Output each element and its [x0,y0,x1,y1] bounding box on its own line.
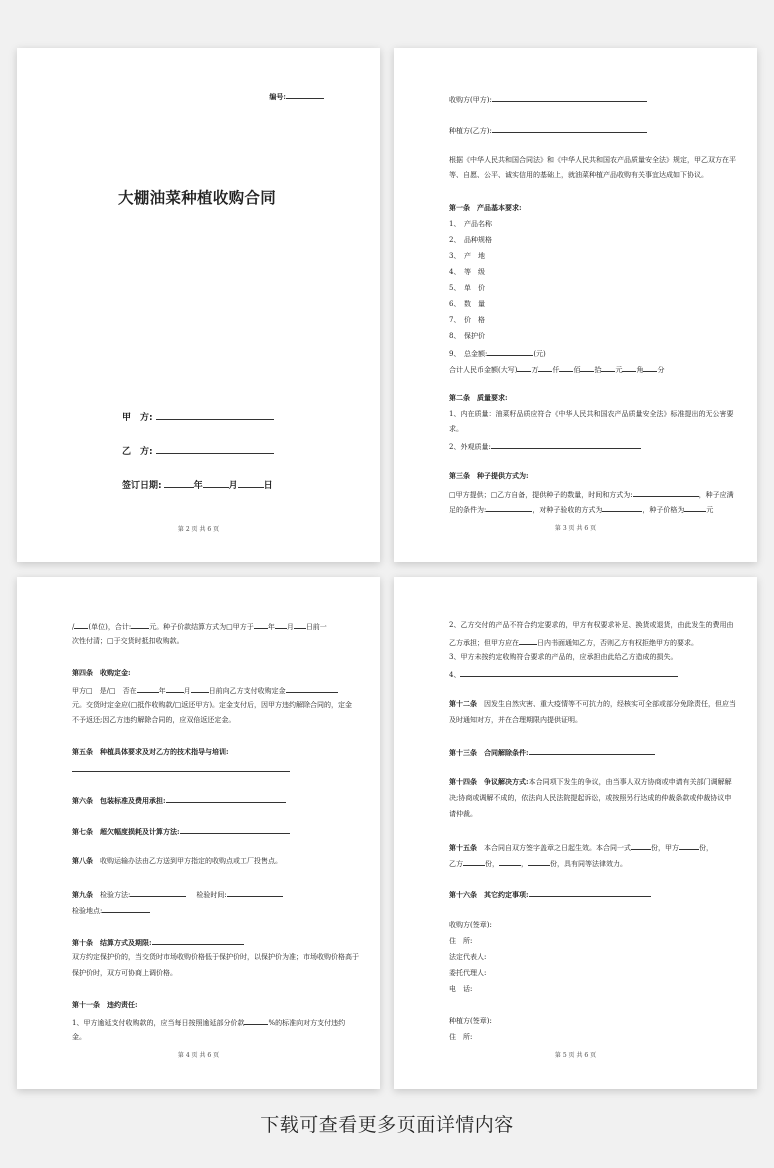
blank [137,684,159,693]
total-amount-label: 9、 总金额: [449,350,488,358]
blank [131,620,149,629]
blank [166,684,184,693]
page-footer: 第 2 页 共 6 页 [177,526,220,533]
copies-unit: 份， [485,860,499,868]
unit-qian: 仟 [552,366,560,374]
penalty-rate-text: %的标准向对方支付违约 [268,1019,346,1027]
quality-1-line-2: 求。 [449,425,463,433]
year-label: 年 [158,687,166,695]
intro-line-2: 等、自愿、公平、诚实信用的基础上，就油菜种植产品收购有关事宜达成如下协议。 [449,171,708,179]
blank [191,684,209,693]
month-label: 月 [183,687,191,695]
party-a-line [122,410,274,423]
breach-3-line: 3、甲方未按约定收购符合要求的产品的，应承担由此给乙方造成的损失。 [449,653,678,661]
unit-total-label: (单位)，合计: [88,623,132,631]
page-footer: 第 5 页 共 6 页 [554,1052,597,1059]
article-10-text-1: 双方约定保护价的，当交货时市场收购价格低于保护价时，以保护价为准；市场收购价格高于 [72,953,359,961]
blank [275,620,287,629]
quality-2-label: 2、外观质量: [449,443,491,451]
seed-condition-text: ，种子应满 [698,491,734,499]
rmb-blank [622,363,636,372]
quality-1-line-1: 1、内在质量：油菜籽品质应符合《中华人民共和国农产品质量安全法》标准提出的无公害要 [449,410,734,418]
download-caption: 下载可查看更多页面详情内容 [260,1114,514,1136]
article-15-heading: 第十五条 [449,843,477,852]
unit-fen: 分 [657,366,665,374]
inspection-time-label: 检验时间: [196,891,227,899]
blank [166,794,286,803]
blank [519,636,537,645]
month-label: 月 [286,623,294,631]
contract-number-blank [286,90,324,99]
blank [180,825,290,834]
article-12-line-2: 及时通知对方，并在合理期限内提供证明。 [449,716,582,724]
article-13-line [449,746,655,758]
phone: 电 话: [449,985,473,993]
article-16-line [449,888,651,900]
breach-4-line [449,668,678,680]
article-9-heading: 第九条 [72,890,93,899]
blank [528,857,550,866]
rmb-blank [580,363,594,372]
buyer-label: 收购方(甲方): [449,96,492,104]
rmb-label: 合计人民币金额(大写) [449,366,518,374]
grower-label: 种植方(乙方): [449,127,492,135]
blank [460,668,678,677]
seed-price-unit: 元 [706,506,714,514]
month-label: 月 [228,481,238,491]
blank [499,857,521,866]
party-b-line [122,444,274,457]
blank [244,1016,268,1025]
article-7-heading: 第七条 超欠幅度损耗及计算方法: [72,827,180,836]
breach-4-label: 4、 [449,671,461,679]
item-5: 5、 单 价 [449,284,485,292]
sign-date-label: 签订日期: [122,481,162,491]
grower-signature: 种植方(签章): [449,1017,492,1025]
blank [130,888,186,897]
article-12-line-1 [449,699,736,709]
article-4-heading: 第四条 收购定金: [72,668,131,677]
article-15-line-1 [449,841,713,853]
seed-payment-line-1 [72,620,327,632]
deposit-due-text: 日前向乙方支付收购定金 [208,687,286,695]
grower-blank [492,124,647,133]
article-1-heading: 第一条 产品基本要求: [449,203,522,212]
item-8: 8、 保护价 [449,332,485,340]
total-amount-blank [487,347,533,356]
article-7-line [72,825,290,837]
article-11-heading: 第十一条 违约责任: [72,1000,138,1009]
article-12-text: 因发生自然灾害、重大疫情等不可抗力的，经核实可全部或部分免除责任，但应当 [477,700,736,708]
article-10-line [72,936,244,948]
penalty-text: 1、甲方逾延支付收购款的，应当每日按照逾延部分价款 [72,1019,245,1027]
item-4: 4、 等 级 [449,268,485,276]
grower-line [449,124,647,136]
notice-text: 乙方承担；但甲方应在 [449,639,519,647]
authorized-agent: 委托代理人: [449,969,487,977]
blank [286,684,338,693]
article-14-text: 本合同项下发生的争议，由当事人双方协商或申请有关部门调解解 [528,778,732,786]
article-14-line-1 [449,777,732,787]
article-3-heading: 第三条 种子提供方式为: [449,471,529,480]
seed-line-1 [449,488,734,500]
buyer-line [449,93,647,105]
article-8-text: 收购运输办法由乙方送到甲方指定的收购点或工厂投售点。 [93,857,282,865]
document-page-cover [17,48,380,562]
blank [74,620,88,629]
slash-text: / [72,623,75,631]
buyer-address: 住 所: [449,937,473,945]
copies-party-b: 乙方 [449,860,463,868]
day-label: 日 [263,481,273,491]
article-14-line-2: 决;协商或调解不成的，依法向人民法院提起诉讼，或按照另行达成的仲裁条款或仲裁协议申 [449,794,732,802]
seed-conditions-blank [486,503,532,512]
year-label: 年 [267,623,275,631]
total-amount-unit: (元) [533,350,546,358]
rmb-blank [538,363,552,372]
unit-yuan: 元 [615,366,623,374]
article-15-line-2 [449,857,627,869]
article-10-text-2: 保护价时，双方可协商上调价格。 [72,969,177,977]
quality-2-blank [491,440,641,449]
party-a-blank [156,411,274,420]
item-6: 6、 数 量 [449,300,485,308]
seed-price-label: ，种子价格为 [642,506,685,514]
seed-inspection-blank [602,503,642,512]
breach-2-line-2 [449,636,698,648]
seed-inspection-label: ，对种子验收的方式为 [532,506,603,514]
item-1: 1、 产品名称 [449,220,492,228]
legal-representative: 法定代表人: [449,953,487,961]
day-label: 日前一 [305,623,327,631]
party-b-blank [156,445,274,454]
blank [631,841,651,850]
blank [463,857,485,866]
article-14-line-3: 请仲裁。 [449,810,477,818]
item-3: 3、 产 地 [449,252,485,260]
inspection-method-label: 检验方法: [93,891,131,899]
seed-price-blank [684,503,706,512]
article-5-blank-line [72,763,290,775]
deposit-line-3: 不予返还;因乙方违约解除合同的，应双倍返还定金。 [72,716,236,724]
blank [227,888,283,897]
intro-line-1: 根据《中华人民共和国合同法》和《中华人民共和国农产品质量安全法》规定，甲乙双方在平 [449,156,736,164]
month-blank [203,479,229,488]
item-9 [449,347,546,359]
article-8-heading: 第八条 [72,856,93,865]
article-10-heading: 第十条 结算方式及期限: [72,938,152,947]
blank [529,888,651,897]
article-9-line [72,888,283,900]
article-6-heading: 第六条 包装标准及费用承担: [72,796,166,805]
day-blank [238,479,264,488]
quality-2-line [449,440,641,452]
article-12-heading: 第十二条 [449,699,477,708]
year-label: 年 [193,481,203,491]
seed-provision-blank [633,488,699,497]
blank [529,746,655,755]
article-15-text: 本合同自双方签字盖章之日起生效。本合同一式 [477,844,631,852]
year-blank [164,479,194,488]
copies-party-a: 份，甲方 [651,844,679,852]
party-b-label: 乙 方: [122,447,153,457]
article-6-line [72,794,286,806]
grower-address: 住 所: [449,1033,473,1041]
page-footer: 第 3 页 共 6 页 [554,525,597,532]
contract-title: 大棚油菜种植收购合同 [118,189,277,207]
item-2: 2、 品种规格 [449,236,492,244]
inspection-place-label: 检验地点: [72,907,103,915]
seed-line-2 [449,503,713,515]
contract-number [269,90,324,102]
buyer-blank [492,93,647,102]
comma: ， [521,860,528,868]
unit-bai: 佰 [573,366,581,374]
article-5-heading: 第五条 种植具体要求及对乙方的技术指导与培训: [72,747,229,756]
document-page-3 [394,48,757,562]
blank [72,763,290,772]
rmb-amount-line [449,363,664,375]
page-footer: 第 4 页 共 6 页 [177,1052,220,1059]
blank [152,936,244,945]
seed-provision-text: □甲方提供；□乙方自备，提供种子的数量，时间和方式为: [449,491,633,499]
article-11-text-1 [72,1016,345,1028]
blank [102,904,150,913]
article-8-line [72,856,282,866]
article-13-heading: 第十三条 合同解除条件: [449,748,529,757]
deposit-line-1 [72,684,338,696]
article-11-text-2: 金。 [72,1033,86,1041]
document-page-5 [394,577,757,1089]
unit-jiao: 角 [636,366,644,374]
seed-payment-line-2: 次性付清；□于交货时抵扣收购款。 [72,637,184,645]
document-page-4 [17,577,380,1089]
sign-date-line [122,478,273,491]
rmb-blank [643,363,657,372]
article-16-heading: 第十六条 其它约定事项: [449,890,529,899]
rmb-blank [559,363,573,372]
item-7: 7、 价 格 [449,316,485,324]
rmb-blank [601,363,615,372]
contract-number-label: 编号: [269,92,286,101]
deposit-text: 甲方□ 是/□ 否在 [72,687,137,695]
inspection-place-line [72,904,150,916]
copies-unit: 份， [699,844,713,852]
blank [679,841,699,850]
deposit-line-2: 元。交货时定金应(□抵作收购款/□返还甲方)。定金支付后，因甲方违约解除合同的，定金 [72,701,353,709]
party-a-label: 甲 方: [122,413,153,423]
unit-shi: 拾 [594,366,602,374]
notice-days-text: 日内书面通知乙方，否则乙方有权拒绝甲方的要求。 [537,639,698,647]
buyer-signature: 收购方(签章): [449,921,492,929]
blank [294,620,306,629]
article-14-heading: 第十四条 争议解决方式: [449,777,529,786]
rmb-blank [517,363,531,372]
breach-2-line-1: 2、乙方交付的产品不符合约定要求的，甲方有权要求补足、换货或退货，由此发生的费用由 [449,621,734,629]
seed-payment-text: 元。种子价款结算方式为□甲方于 [149,623,254,631]
seed-conditions-label: 足的条件为: [449,506,487,514]
unit-wan: 万 [531,366,539,374]
article-2-heading: 第二条 质量要求: [449,393,508,402]
blank [254,620,268,629]
copies-validity-text: 份，具有同等法律效力。 [550,860,627,868]
